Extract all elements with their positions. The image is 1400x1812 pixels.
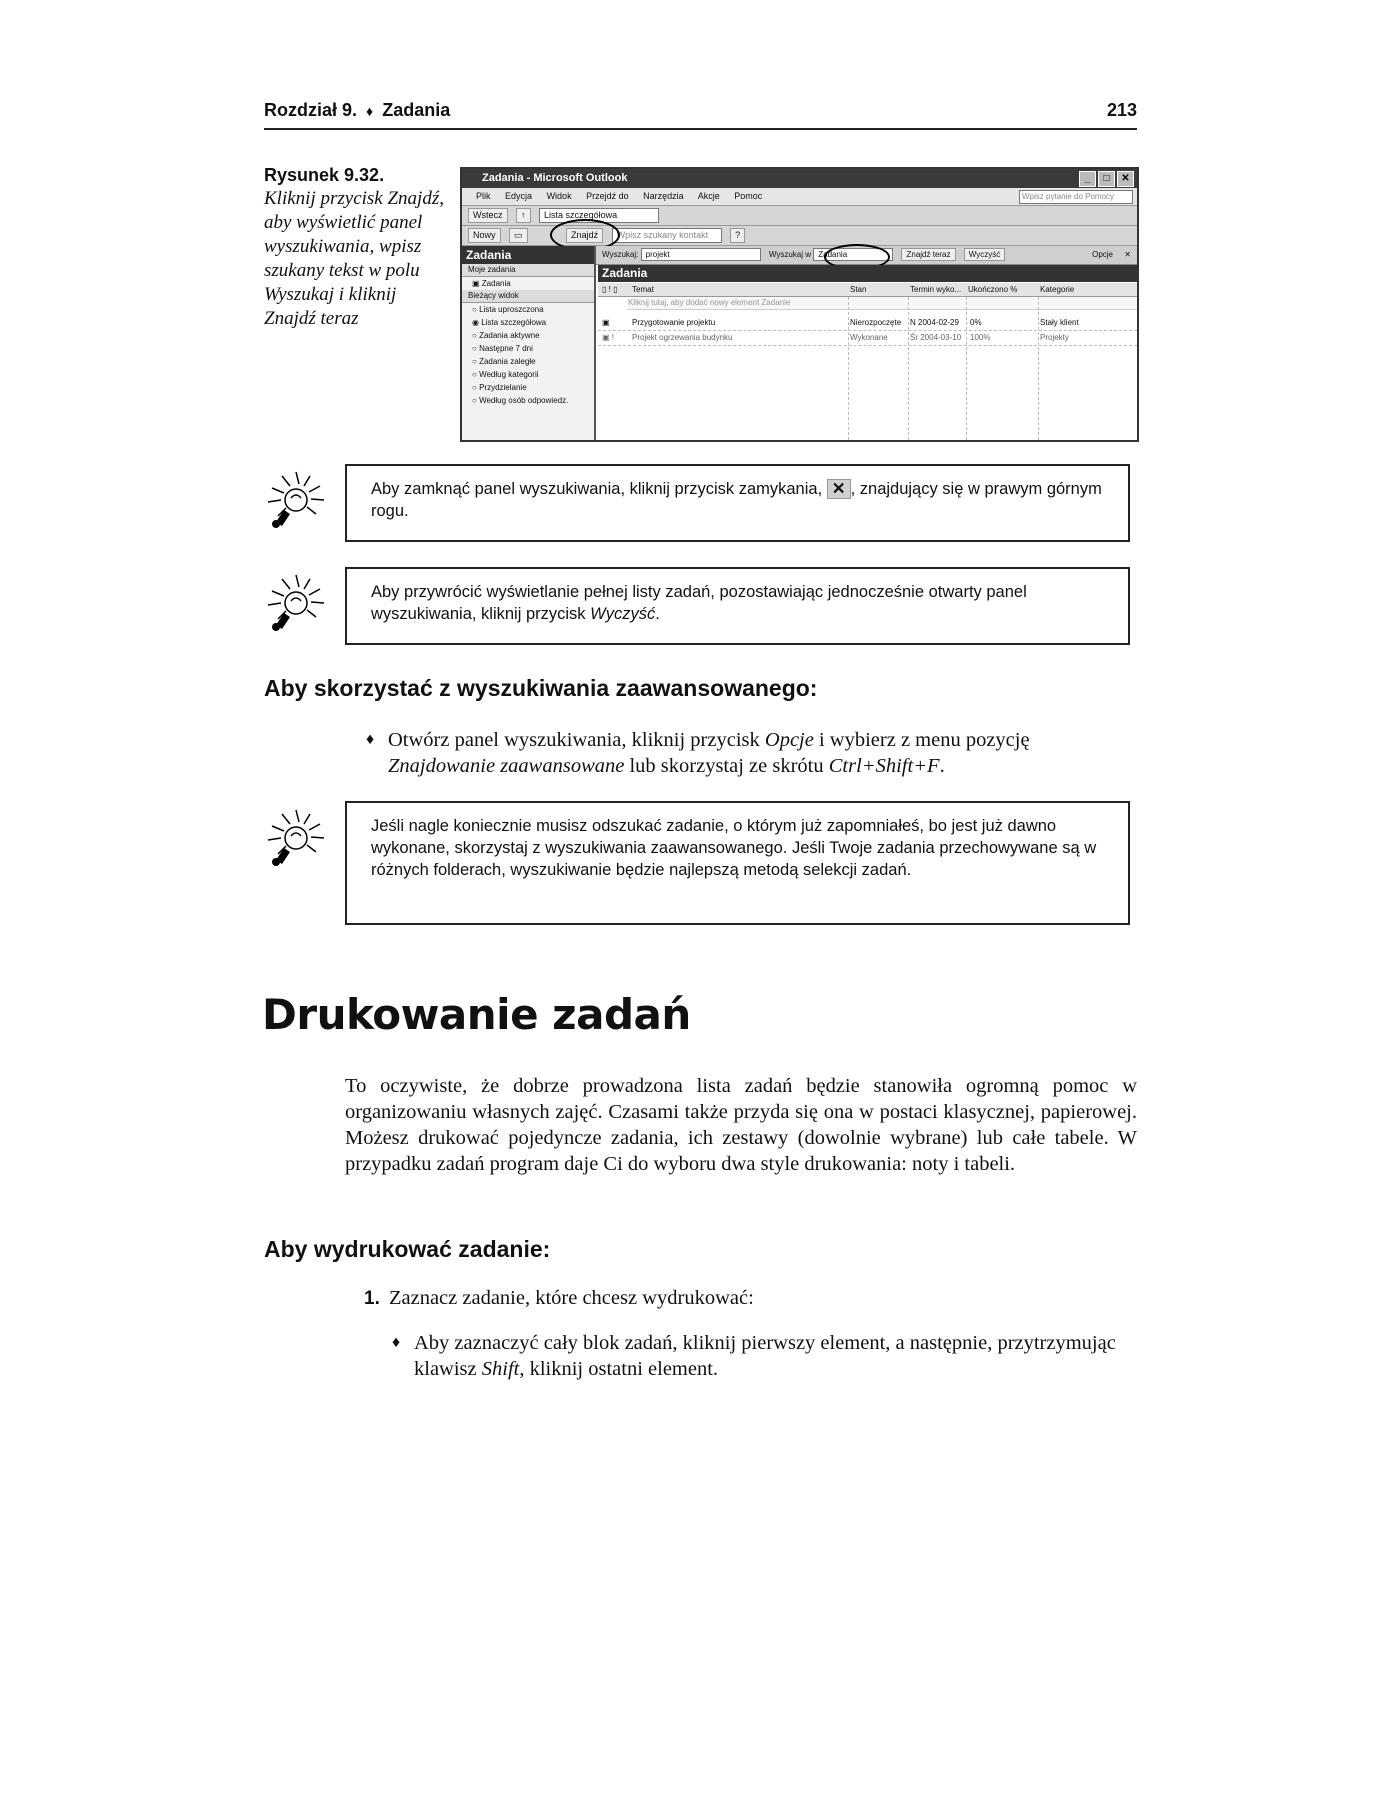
tasks-folder[interactable]: ▣ Zadania — [472, 279, 511, 288]
window-title: Zadania - Microsoft Outlook — [482, 172, 628, 184]
new-button[interactable]: Nowy — [468, 228, 501, 243]
menu-tools[interactable]: Narzędzia — [643, 191, 684, 201]
icon-column-icon[interactable]: ▯ ! ▯ — [602, 285, 618, 294]
view-option[interactable]: ○ Lista uproszczona — [472, 305, 544, 314]
menu-edit[interactable]: Edycja — [505, 191, 533, 201]
figure-number: Rysunek 9.32. — [264, 165, 385, 185]
view-option[interactable]: ○ Według kategorii — [472, 370, 539, 379]
task-percent: 100% — [970, 333, 991, 342]
bullet-text: i wybierz z menu pozycję — [813, 729, 1030, 751]
column-subject[interactable]: Temat — [632, 285, 654, 294]
task-icon: ▣ — [602, 318, 610, 327]
figure-caption-text: Kliknij przycisk Znajdź, aby wyświetlić panel wyszukiwania, wpisz szukany tekst w polu Wyszukaj i kliknij Znajdź teraz — [264, 188, 444, 329]
search-in-label[interactable]: Wyszukaj w — [768, 250, 812, 259]
view-option-selected[interactable]: ◉ Lista szczegółowa — [472, 318, 547, 327]
column-due[interactable]: Termin wyko... — [910, 285, 962, 294]
tip-emphasis: Wyczyść — [590, 605, 656, 623]
options-button[interactable]: Opcje — [1092, 250, 1113, 259]
table-row[interactable] — [598, 331, 1137, 346]
window-titlebar — [462, 169, 1137, 188]
tip-box-clear — [345, 567, 1130, 645]
section-heading-printing: Drukowanie zadań — [262, 990, 691, 1039]
column-categories[interactable]: Kategorie — [1040, 285, 1075, 294]
task-subject: Przygotowanie projektu — [632, 318, 716, 327]
task-category: Projekty — [1040, 333, 1069, 342]
tip-text: Aby przywrócić wyświetlanie pełnej listy zadań, pozostawiając jednocześnie otwarty panel wyszukiwania, kliknij przycisk — [371, 583, 1027, 623]
print-task-heading: Aby wydrukować zadanie: — [264, 1236, 551, 1262]
navigation-pane — [462, 246, 596, 440]
grid-line — [848, 297, 849, 440]
tip-text-end: . — [655, 605, 660, 623]
help-search-input[interactable]: Wpisz pytanie do Pomocy — [1019, 190, 1133, 204]
task-percent: 0% — [970, 318, 982, 327]
bullet-emphasis: Shift — [481, 1358, 520, 1380]
bullet-diamond: ♦ — [366, 731, 375, 748]
tip-text-end: , znajdujący się w prawym górnym rogu. — [371, 480, 1102, 520]
menu-view[interactable]: Widok — [546, 191, 572, 201]
tip-text: Aby zamknąć panel wyszukiwania, kliknij przycisk zamykania, — [371, 480, 823, 498]
task-icon: ▣ ! — [602, 333, 615, 342]
grid-line — [908, 297, 909, 440]
view-option-label: Według kategorii — [479, 370, 539, 379]
bullet-text: , kliknij ostatni element. — [519, 1358, 719, 1380]
view-option[interactable]: ○ Przydzielanie — [472, 383, 527, 392]
nav-pane-title: Zadania — [462, 246, 594, 264]
close-icon[interactable]: ✕ — [1117, 171, 1134, 187]
view-option[interactable]: ○ Według osób odpowiedz. — [472, 396, 569, 405]
step-text: Zaznacz zadanie, które chcesz wydrukować: — [388, 1287, 754, 1309]
print-icon[interactable]: ▭ — [509, 228, 528, 243]
step-1-bullet — [392, 1330, 1134, 1382]
window-buttons — [1079, 171, 1134, 187]
column-headers — [598, 283, 1137, 297]
view-option[interactable]: ○ Zadania zaległe — [472, 357, 536, 366]
advanced-search-bullet — [366, 727, 1138, 779]
task-due: Śr 2004-03-10 — [910, 333, 962, 342]
outlook-screenshot — [460, 167, 1139, 442]
task-category: Stały klient — [1040, 318, 1079, 327]
task-subject: Projekt ogrzewania budynku — [632, 333, 733, 342]
step-1 — [364, 1285, 1134, 1312]
page-number: 213 — [1106, 100, 1137, 120]
find-now-button[interactable]: Znajdź teraz — [901, 248, 955, 261]
search-input[interactable]: projekt — [641, 248, 761, 261]
view-option[interactable]: ○ Zadania aktywne — [472, 331, 540, 340]
contact-search-input[interactable]: Wpisz szukany kontakt — [612, 228, 722, 243]
bullet-emphasis: Ctrl+Shift+F — [828, 755, 940, 777]
chapter-title: Zadania — [382, 100, 451, 120]
bullet-diamond: ♦ — [392, 1334, 401, 1351]
view-option-label: Następne 7 dni — [479, 344, 533, 353]
view-option-label: Przydzielanie — [479, 383, 527, 392]
tip-box-advanced: Jeśli nagle koniecznie musisz odszukać zadanie, o którym już zapomniałeś, bo jest już dawno wykonane, skorzystaj z wyszukiwania zaawansowanego. Jeśli Twoje zadania przechowywane są w różnych folderach, wyszukiwanie będzie najlepszą metodą selekcji zadań. — [345, 801, 1130, 925]
tasks-view-title: Zadania — [598, 265, 1137, 282]
view-option-label: Zadania aktywne — [479, 331, 540, 340]
view-option[interactable]: ○ Następne 7 dni — [472, 344, 533, 353]
grid-line — [966, 297, 967, 440]
task-due: N 2004-02-29 — [910, 318, 959, 327]
minimize-icon[interactable]: _ — [1079, 171, 1096, 187]
maximize-icon[interactable]: □ — [1098, 171, 1115, 187]
search-in-field[interactable]: Zadania — [813, 248, 893, 261]
table-row[interactable] — [598, 316, 1137, 331]
bullet-emphasis: Znajdowanie zaawansowane — [388, 755, 625, 777]
column-percent[interactable]: Ukończono % — [968, 285, 1018, 294]
menu-help[interactable]: Pomoc — [734, 191, 763, 201]
task-status: Wykonane — [850, 333, 888, 342]
column-status[interactable]: Stan — [850, 285, 867, 294]
view-select[interactable]: Lista szczegółowa — [539, 208, 659, 223]
view-option-label: Zadania zaległe — [479, 357, 536, 366]
view-option-label: Według osób odpowiedz. — [479, 396, 569, 405]
help-icon[interactable]: ? — [730, 228, 745, 243]
up-icon[interactable]: ↑ — [516, 208, 531, 223]
tasks-folder-label: Zadania — [481, 279, 511, 288]
lightbulb-tip-icon — [264, 468, 328, 532]
findbar-close-icon[interactable]: ✕ — [1124, 250, 1131, 259]
clear-button[interactable]: Wyczyść — [964, 248, 1005, 261]
header-diamond: ♦ — [366, 103, 374, 119]
step-number: 1. — [364, 1288, 380, 1309]
find-button[interactable]: Znajdź — [566, 228, 603, 243]
printing-paragraph: To oczywiste, że dobrze prowadzona lista zadań będzie stanowiła ogromną pomoc w organizowaniu własnych zajęć. Czasami także przyda się ona w postaci klasycznej, papierowej. Możesz drukować pojedyncze zadania, ich zestawy (dowolnie wybrane) lub całe tabele. W przypadku zadań program daje Ci do wyboru dwa style drukowania: noty i tabeli. — [345, 1075, 1137, 1175]
close-button-icon: ✕ — [827, 479, 851, 499]
grid-line — [1038, 297, 1039, 440]
running-header — [264, 98, 1137, 130]
bullet-text: . — [939, 755, 945, 777]
bullet-text: Otwórz panel wyszukiwania, kliknij przycisk — [388, 729, 765, 751]
menu-go[interactable]: Przejdź do — [586, 191, 629, 201]
chapter-label — [264, 100, 450, 121]
lightbulb-tip-icon — [264, 806, 328, 870]
chapter-number: Rozdział 9. — [264, 100, 358, 120]
my-tasks-label: Moje zadania — [462, 264, 594, 277]
current-view-label: Bieżący widok — [462, 290, 594, 303]
lightbulb-tip-icon — [264, 571, 328, 635]
advanced-search-heading: Aby skorzystać z wyszukiwania zaawansowanego: — [264, 675, 818, 701]
search-label: Wyszukaj: — [602, 250, 639, 259]
figure-caption — [264, 163, 449, 331]
bullet-text: Aby zaznaczyć cały blok zadań, kliknij pierwszy element, a następnie, przytrzymując klawisz — [414, 1332, 1116, 1380]
view-option-label: Lista szczegółowa — [481, 318, 547, 327]
back-button[interactable]: Wstecz — [468, 208, 508, 223]
task-status: Nierozpoczęte — [850, 318, 902, 327]
menu-actions[interactable]: Akcje — [697, 191, 720, 201]
bullet-emphasis: Opcje — [764, 729, 814, 751]
view-option-label: Lista uproszczona — [479, 305, 544, 314]
new-task-input[interactable]: Kliknij tutaj, aby dodać nowy element Zadanie — [628, 297, 1137, 310]
bullet-text: lub skorzystaj ze skrótu — [624, 755, 829, 777]
menu-file[interactable]: Plik — [476, 191, 491, 201]
tip-box-close-panel — [345, 464, 1130, 542]
